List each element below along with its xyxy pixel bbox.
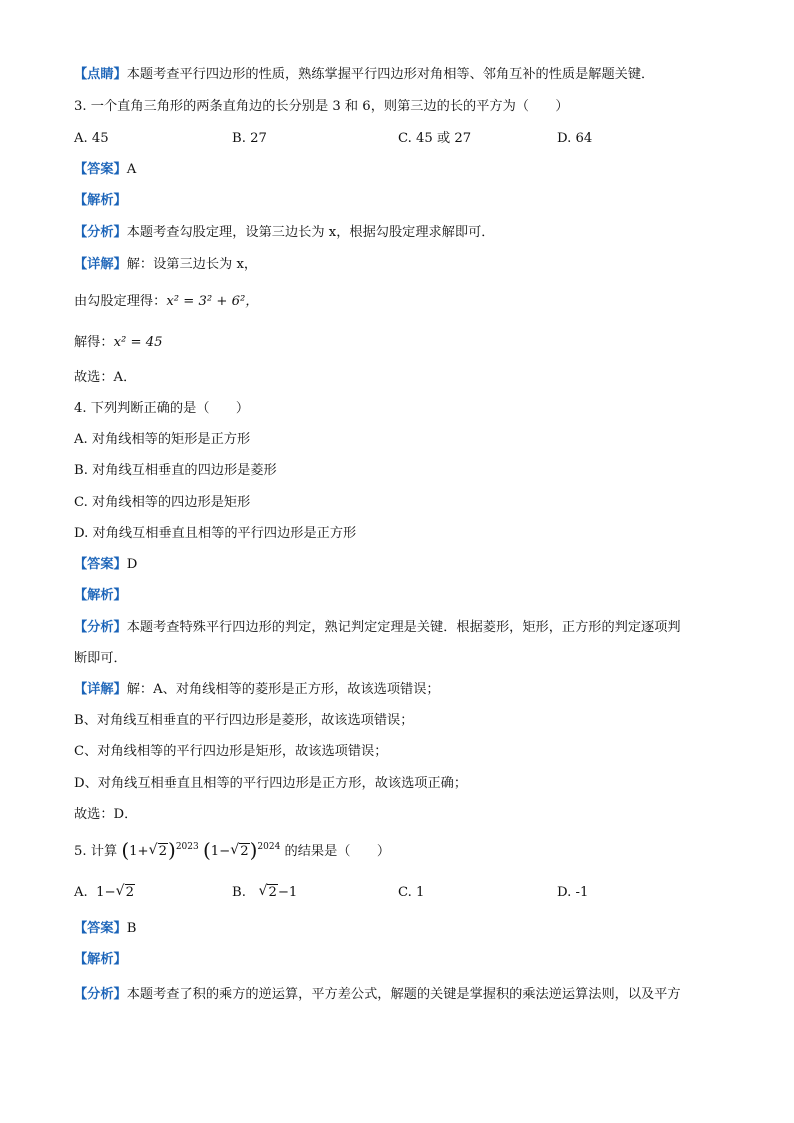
q4-xiangjie-tag: 【详解】 <box>74 682 127 697</box>
q4-conclusion: 故选：D． <box>74 807 138 822</box>
q4-answer-tag: 【答案】 <box>74 557 127 572</box>
q4-xiangjie: 解：A、对角线相等的菱形是正方形，故该选项错误； <box>126 682 440 697</box>
q4-option-d: D. 对角线互相垂直且相等的平行四边形是正方形 <box>74 526 357 541</box>
q3-fenxi: 本题考查勾股定理，设第三边长为 x，根据勾股定理求解即可． <box>126 225 495 240</box>
q4-fenxi-1: 本题考查特殊平行四边形的判定，熟记判定定理是关键．根据菱形，矩形，正方形的判定逐项判 <box>126 620 681 635</box>
q4-option-c: C. 对角线相等的四边形是矩形 <box>74 495 251 510</box>
q5-fenxi-tag: 【分析】 <box>74 987 127 1002</box>
q5-exp1: 2023 <box>175 842 199 852</box>
q5-stem-post: 的结果是（ ） <box>284 844 391 859</box>
q4-line-c: C、对角线相等的平行四边形是矩形，故该选项错误； <box>74 744 388 759</box>
q5-fenxi: 本题考查了积的乘方的逆运算，平方差公式，解题的关键是掌握积的乘法逆运算法则，以及平方 <box>126 987 681 1002</box>
q5-fenxi-line <box>74 985 734 1005</box>
q3-step1-math: x² = 3² + 6²， <box>166 294 259 309</box>
q3-option-a: A. 45 <box>74 131 109 146</box>
q5-option-a <box>74 883 135 903</box>
q3-step1-label: 由勾股定理得： <box>74 294 167 309</box>
dianjing-line <box>74 65 734 85</box>
q3-fenxi-line <box>74 223 734 243</box>
q5-option-c: C. 1 <box>398 885 425 900</box>
q4-fenxi-2: 断即可． <box>74 651 127 666</box>
q3-step2-math: x² = 45 <box>113 335 163 350</box>
q3-xiangjie: 解：设第三边长为 x， <box>126 257 258 272</box>
q5-option-b <box>232 883 297 903</box>
q4-line-b: B、对角线互相垂直的平行四边形是菱形，故该选项错误； <box>74 713 414 728</box>
q3-jiexi-line <box>74 191 734 211</box>
dianjing-tag: 【点睛】 <box>74 67 127 82</box>
q3-jiexi-tag: 【解析】 <box>74 193 127 208</box>
q5-answer-tag: 【答案】 <box>74 921 127 936</box>
q5-exp2: 2024 <box>257 842 281 852</box>
q4-stem: 4. 下列判断正确的是（ ） <box>74 401 250 416</box>
q4-fenxi-line <box>74 618 734 638</box>
q3-conclusion: 故选：A． <box>74 370 137 385</box>
q5-option-a-label: A. <box>74 885 88 900</box>
q5-answer-line <box>74 919 734 939</box>
q4-jiexi-tag: 【解析】 <box>74 588 127 603</box>
q3-step2-label: 解得： <box>74 335 114 350</box>
q3-step2-line <box>74 333 734 353</box>
q5-expression: (1+√ 2)$^{2023}$ (1−√ 2)$^{2024}$ <box>121 844 280 859</box>
q5-option-b-label: B. <box>232 885 246 900</box>
q3-xiangjie-line <box>74 255 734 275</box>
q5-jiexi-tag: 【解析】 <box>74 952 127 967</box>
q4-line-d: D、对角线互相垂直且相等的平行四边形是正方形，故该选项正确； <box>74 776 468 791</box>
q4-answer-line <box>74 555 734 575</box>
q4-answer: D <box>126 557 138 572</box>
q4-option-b: B. 对角线互相垂直的四边形是菱形 <box>74 463 277 478</box>
q3-option-b: B. 27 <box>232 131 267 146</box>
q5-option-b-math: √ 2−1 <box>250 885 297 900</box>
q3-option-d: D. 64 <box>557 131 593 146</box>
q3-xiangjie-tag: 【详解】 <box>74 257 127 272</box>
q4-jiexi-line <box>74 586 734 606</box>
q4-fenxi-tag: 【分析】 <box>74 620 127 635</box>
q5-option-d: D. -1 <box>557 885 589 900</box>
q5-answer: B <box>126 921 137 936</box>
q5-stem-pre: 5. 计算 <box>74 844 118 859</box>
q3-fenxi-tag: 【分析】 <box>74 225 127 240</box>
q4-option-a: A. 对角线相等的矩形是正方形 <box>74 432 251 447</box>
q5-jiexi-line <box>74 950 734 970</box>
q3-answer: A <box>126 162 137 177</box>
q3-answer-line <box>74 160 734 180</box>
dianjing-text: 本题考查平行四边形的性质，熟练掌握平行四边形对角相等、邻角互补的性质是解题关键． <box>126 67 655 82</box>
q3-step1-line <box>74 292 734 312</box>
q4-xiangjie-line <box>74 680 734 700</box>
q5-stem <box>74 840 734 862</box>
q5-option-a-math: 1−√ 2 <box>92 885 135 900</box>
q3-answer-tag: 【答案】 <box>74 162 127 177</box>
q3-stem: 3. 一个直角三角形的两条直角边的长分别是 3 和 6，则第三边的长的平方为（ ） <box>74 99 569 114</box>
q3-option-c: C. 45 或 27 <box>398 131 472 146</box>
